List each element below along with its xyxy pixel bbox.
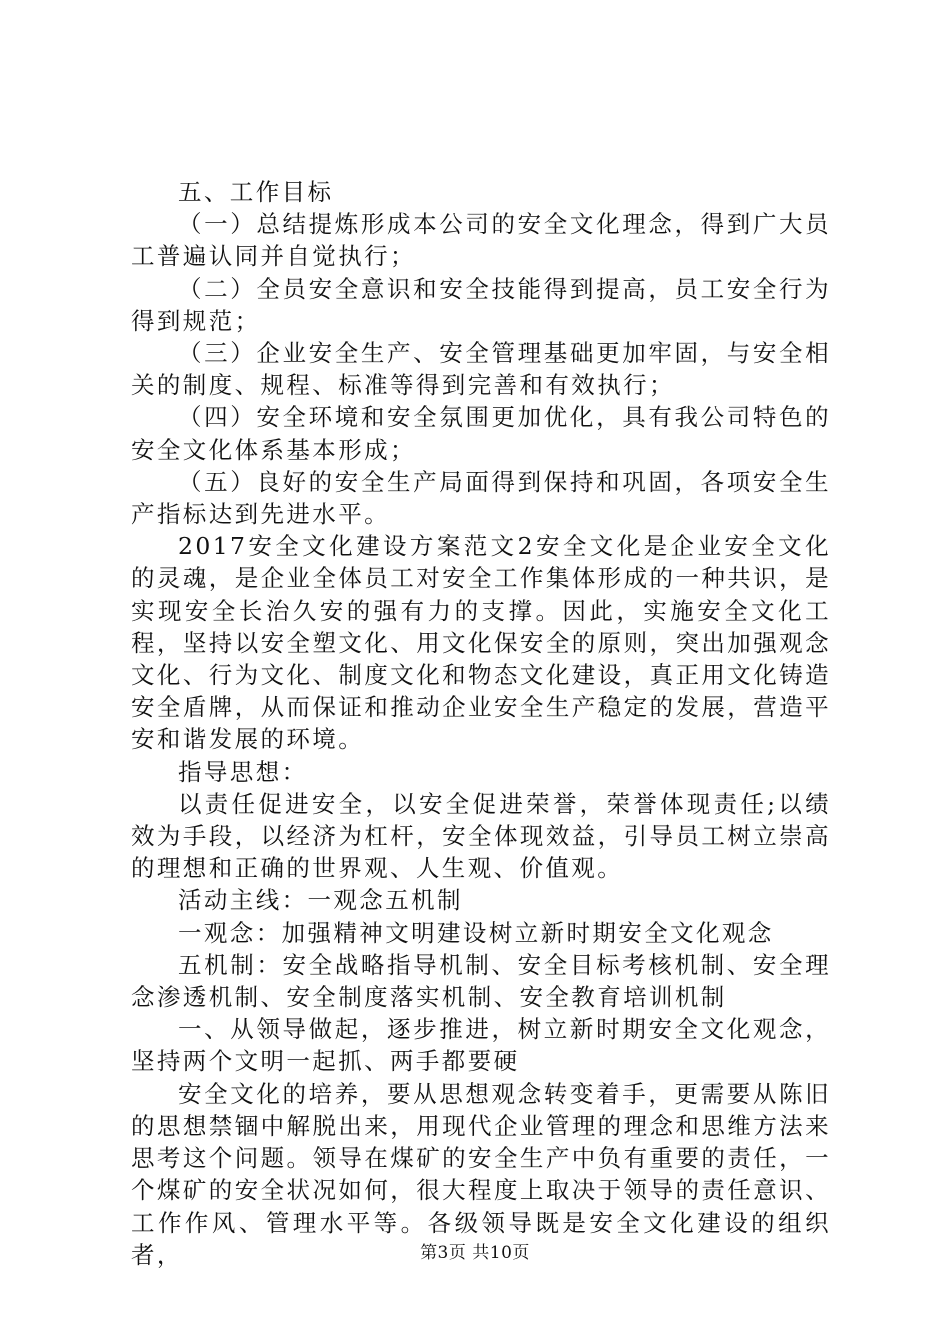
body-paragraph: 安全文化的培养，要从思想观念转变着手，更需要从陈旧的思想禁锢中解脱出来，用现代企业管理的理念和思维方法来思考这个问题。领导在煤矿的安全生产中负有重要的责任，一个煤矿的安全状况如何，很大程度上取决于领导的责任意识、工作作风、管理水平等。各级领导既是安全文化建设的组织者， bbox=[131, 1079, 831, 1269]
body-paragraph: 2017安全文化建设方案范文2安全文化是企业安全文化的灵魂，是企业全体员工对安全工作集体形成的一种共识，是实现安全长治久安的强有力的支撑。因此，实施安全文化工程，坚持以安全塑文化、用文化保安全的原则，突出加强观念文化、行为文化、制度文化和物态文化建设，真正用文化铸造安全盾牌，从而保证和推动企业安全生产稳定的发展，营造平安和谐发展的环境。 bbox=[131, 532, 831, 754]
page-footer: 第3页 共10页 bbox=[420, 1243, 530, 1263]
subheading-guiding-thought: 指导思想： bbox=[178, 757, 308, 786]
goal-item-2: （二）全员安全意识和安全技能得到提高，员工安全行为得到规范； bbox=[131, 274, 831, 335]
section-heading: 五、工作目标 bbox=[178, 178, 334, 206]
body-paragraph: 五机制：安全战略指导机制、安全目标考核机制、安全理念渗透机制、安全制度落实机制、安全教育培训机制 bbox=[131, 950, 831, 1012]
goal-item-4: （四）安全环境和安全氛围更加优化，具有我公司特色的安全文化体系基本形成； bbox=[131, 403, 831, 464]
subheading-activity-mainline: 活动主线：一观念五机制 bbox=[178, 886, 463, 915]
goal-item-3: （三）企业安全生产、安全管理基础更加牢固，与安全相关的制度、规程、标准等得到完善和有效执行； bbox=[131, 339, 831, 400]
section-heading: 一、从领导做起，逐步推进，树立新时期安全文化观念，坚持两个文明一起抓、两手都要硬 bbox=[131, 1015, 831, 1076]
body-paragraph: 一观念：加强精神文明建设树立新时期安全文化观念 bbox=[178, 918, 774, 947]
body-paragraph: 以责任促进安全，以安全促进荣誉，荣誉体现责任;以绩效为手段，以经济为杠杆，安全体现效益，引导员工树立崇高的理想和正确的世界观、人生观、价值观。 bbox=[131, 789, 831, 883]
goal-item-5: （五）良好的安全生产局面得到保持和巩固，各项安全生产指标达到先进水平。 bbox=[131, 467, 831, 529]
goal-item-1: （一）总结提炼形成本公司的安全文化理念，得到广大员工普遍认同并自觉执行； bbox=[131, 210, 831, 271]
document-body bbox=[131, 176, 831, 1271]
